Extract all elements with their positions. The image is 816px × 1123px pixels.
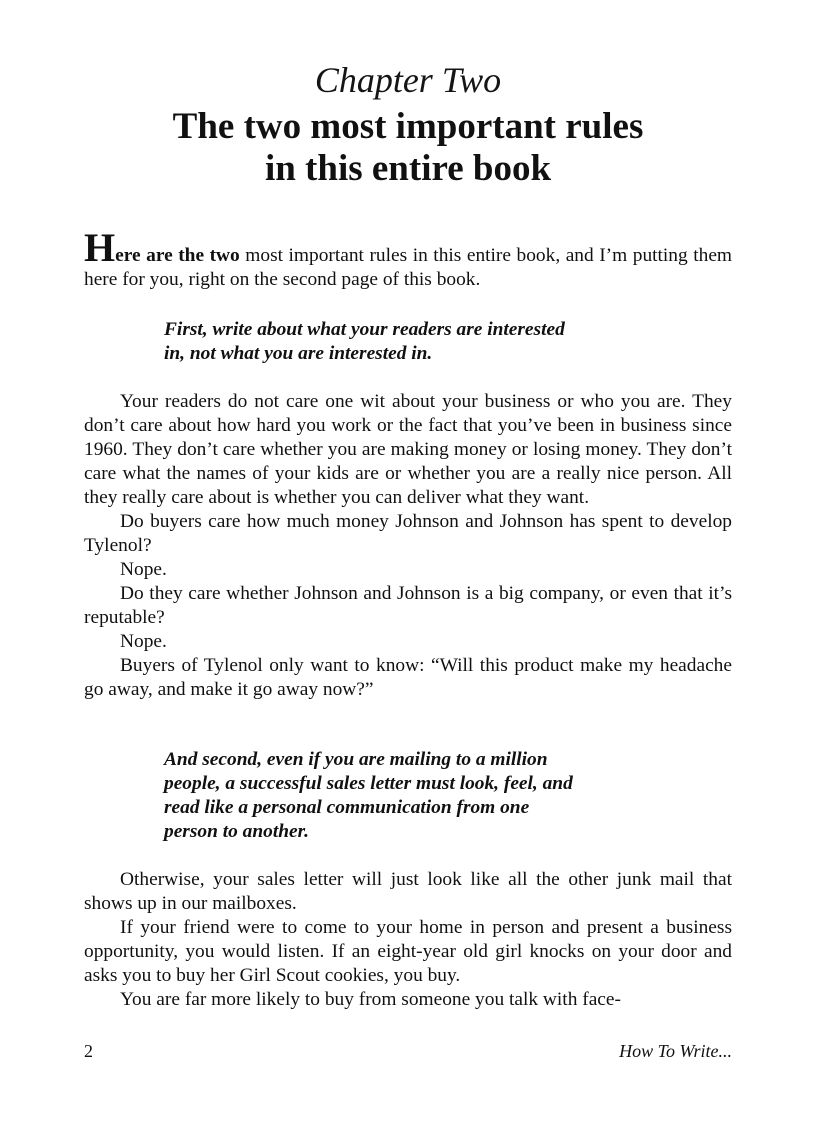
chapter-label: Chapter Two [314, 60, 502, 100]
rule-two-line-3: read like a personal communication from one [164, 797, 530, 818]
body-paragraph: You are far more likely to buy from someone you talk with face- [120, 989, 621, 1010]
drop-cap: H [84, 225, 116, 270]
chapter-title-line-1: The two most important rules [172, 106, 644, 147]
body-paragraph: Do buyers care how much money Johnson and Johnson has spent to develop Tylenol? [84, 511, 732, 556]
rule-one-line-2: in, not what you are interested in. [164, 343, 433, 364]
page-footer [84, 1040, 732, 1062]
body-paragraph: Nope. [120, 559, 167, 580]
body-paragraph: Buyers of Tylenol only want to know: “Will this product make my headache go away, and make it go away now?” [84, 655, 732, 700]
rule-two-line-2: people, a successful sales letter must look, feel, and [164, 773, 573, 794]
body-paragraph: Your readers do not care one wit about your business or who you are. They don’t care about how hard you work or the fact that you’ve been in business since 1960. They don’t care whether you are making money or losing money. They don’t care what the names of your kids are or whether you are a really nice person. All they really care about is whether you can deliver what they want. [84, 391, 732, 508]
page-number: 2 [84, 1041, 93, 1061]
rule-two-line-1: And second, even if you are mailing to a million [164, 749, 548, 770]
body-paragraph: If your friend were to come to your home in person and present a business opportunity, you would listen. If an eight-year old girl knocks on your door and asks you to buy her Girl Scout cookies, you buy. [84, 917, 732, 986]
body-paragraph: Do they care whether Johnson and Johnson is a big company, or even that it’s reputable? [84, 583, 732, 628]
running-title: How To Write... [619, 1041, 732, 1061]
body-block-one [84, 390, 732, 702]
body-paragraph: Nope. [120, 631, 167, 652]
body-paragraph: Otherwise, your sales letter will just look like all the other junk mail that shows up in our mailboxes. [84, 869, 732, 914]
rule-one-callout [164, 318, 684, 366]
rule-two-callout [164, 748, 684, 844]
chapter-title-line-2: in this entire book [264, 148, 552, 189]
intro-paragraph [84, 225, 733, 292]
rule-one-line-1: First, write about what your readers are interested [164, 319, 565, 340]
body-block-two [84, 868, 732, 1012]
rule-two-line-4: person to another. [164, 821, 309, 842]
intro-lead-bold: ere are the two [115, 245, 240, 266]
chapter-title [0, 106, 816, 190]
intro-text: most important rules in this entire book, and I’m putting them here for you, right on the second page of this book. [84, 245, 733, 290]
